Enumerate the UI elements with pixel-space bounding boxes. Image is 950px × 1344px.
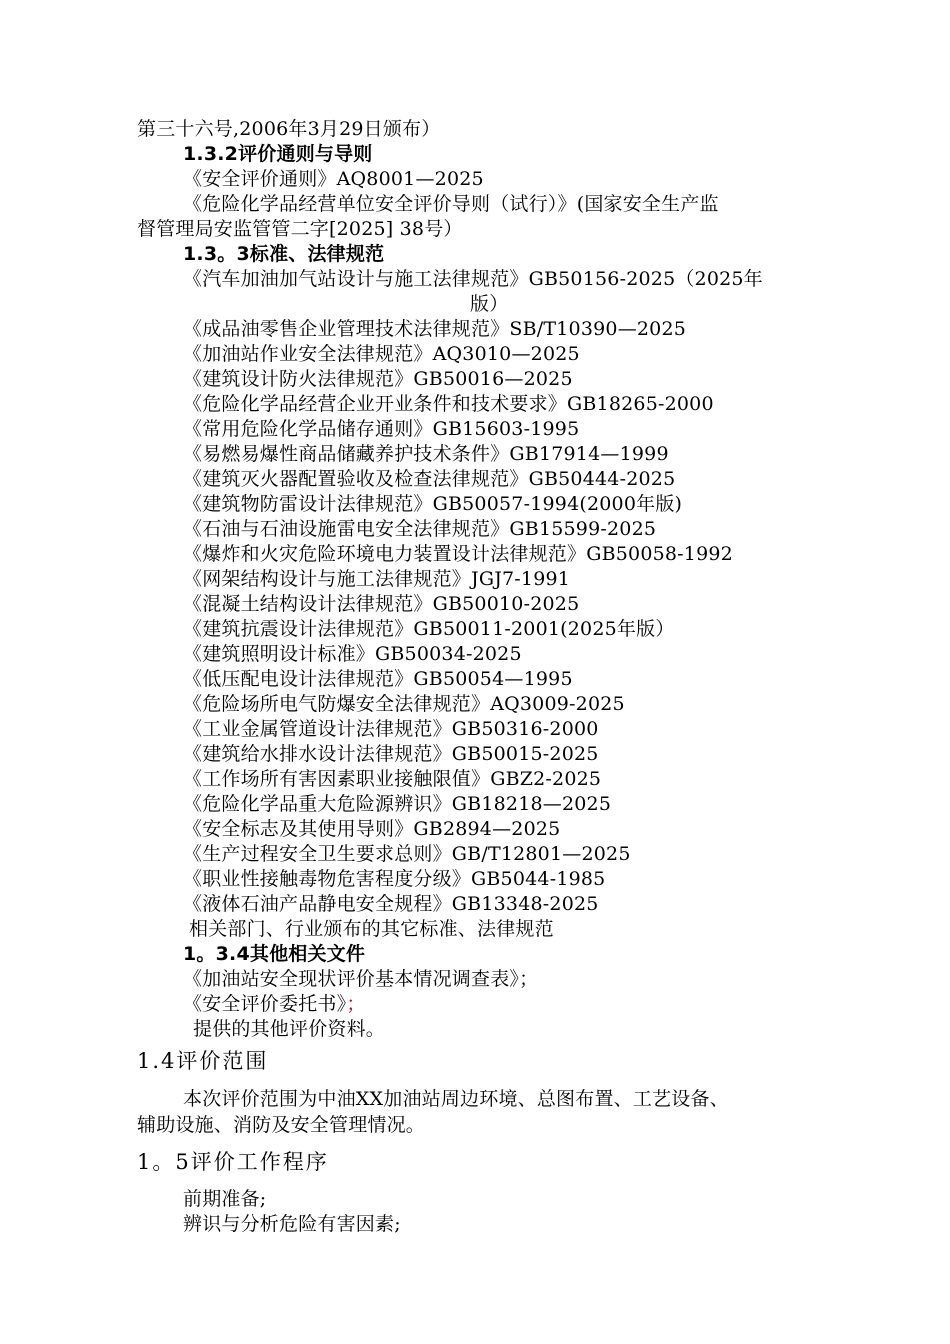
document-item: 提供的其他评价资料。 — [193, 1018, 386, 1040]
reference-item: 《危险化学品经营单位安全评价导则（试行）》(国家安全生产监 — [183, 193, 719, 215]
document-item: 《加油站安全现状评价基本情况调查表》； — [183, 968, 539, 990]
standard-item: 《液体石油产品静电安全规程》GB13348-2025 — [183, 893, 599, 915]
standard-item: 《安全标志及其使用导则》GB2894—2025 — [183, 818, 561, 840]
document-item-semicolon: ； — [346, 993, 366, 1015]
standard-item-continuation: 版） — [470, 293, 509, 315]
standard-item: 《爆炸和火灾危险环境电力装置设计法律规范》GB50058-1992 — [183, 543, 733, 565]
standard-item: 《建筑照明设计标准》GB50034-2025 — [183, 643, 522, 665]
standard-item: 《危险化学品经营企业开业条件和技术要求》GB18265-2000 — [183, 393, 714, 415]
section-heading-1-4: 1.4评价范围 — [137, 1049, 269, 1073]
standard-item: 《工作场所有害因素职业接触限值》GBZ2-2025 — [183, 768, 602, 790]
procedure-step: 辨识与分析危险有害因素; — [183, 1213, 401, 1235]
standard-item: 《建筑抗震设计法律规范》GB50011-2001(2025年版） — [183, 618, 675, 640]
standard-item: 《易燃易爆性商品储藏养护技术条件》GB17914—1999 — [183, 443, 669, 465]
standard-item: 《职业性接触毒物危害程度分级》GB5044-1985 — [183, 868, 606, 890]
standard-item: 《建筑设计防火法律规范》GB50016—2025 — [183, 368, 573, 390]
document-item-text: 《安全评价委托书》 — [183, 993, 347, 1015]
paragraph-line: 本次评价范围为中油XX加油站周边环境、总图布置、工艺设备、 — [183, 1088, 729, 1110]
standard-item: 《建筑物防雷设计法律规范》GB50057-1994(2000年版) — [183, 493, 683, 515]
paragraph-line: 辅助设施、消防及安全管理情况。 — [137, 1114, 426, 1136]
section-heading-1-3-2: 1.3.2评价通则与导则 — [183, 143, 373, 165]
standard-item: 《生产过程安全卫生要求总则》GB/T12801—2025 — [183, 843, 631, 865]
standard-item: 《网架结构设计与施工法律规范》JGJ7-1991 — [183, 568, 571, 590]
standard-item: 《建筑给水排水设计法律规范》GB50015-2025 — [183, 743, 599, 765]
standard-item: 《建筑灭火器配置验收及检查法律规范》GB50444-2025 — [183, 468, 676, 490]
text-line: 第三十六号,2006年3月29日颁布） — [137, 118, 441, 140]
reference-item: 《安全评价通则》AQ8001—2025 — [183, 168, 484, 190]
standard-item: 《工业金属管道设计法律规范》GB50316-2000 — [183, 718, 599, 740]
standard-item: 《汽车加油加气站设计与施工法律规范》GB50156-2025（2025年 — [183, 268, 763, 290]
standard-item: 《加油站作业安全法律规范》AQ3010—2025 — [183, 343, 580, 365]
procedure-step: 前期准备; — [183, 1188, 267, 1210]
reference-item-continuation: 督管理局安监管管二字[2025] 38号） — [137, 218, 463, 240]
standard-item: 《混凝土结构设计法律规范》GB50010-2025 — [183, 593, 580, 615]
section-heading-1-3-4: 1。3.4其他相关文件 — [183, 943, 366, 965]
standard-item: 《常用危险化学品储存通则》GB15603-1995 — [183, 418, 580, 440]
standard-item: 《低压配电设计法律规范》GB50054—1995 — [183, 668, 573, 690]
section-heading-1-3-3: 1.3。3标准、法律规范 — [183, 243, 385, 265]
section-heading-1-5: 1。5评价工作程序 — [137, 1150, 329, 1174]
standard-item: 《危险场所电气防爆安全法律规范》AQ3009-2025 — [183, 693, 625, 715]
standard-item: 《成品油零售企业管理技术法律规范》SB/T10390—2025 — [183, 318, 687, 340]
standard-item: 相关部门、行业颁布的其它标准、法律规范 — [189, 918, 554, 940]
standard-item: 《石油与石油设施雷电安全法律规范》GB15599-2025 — [183, 518, 657, 540]
standard-item: 《危险化学品重大危险源辨识》GB18218—2025 — [183, 793, 612, 815]
document-item — [183, 992, 366, 1017]
